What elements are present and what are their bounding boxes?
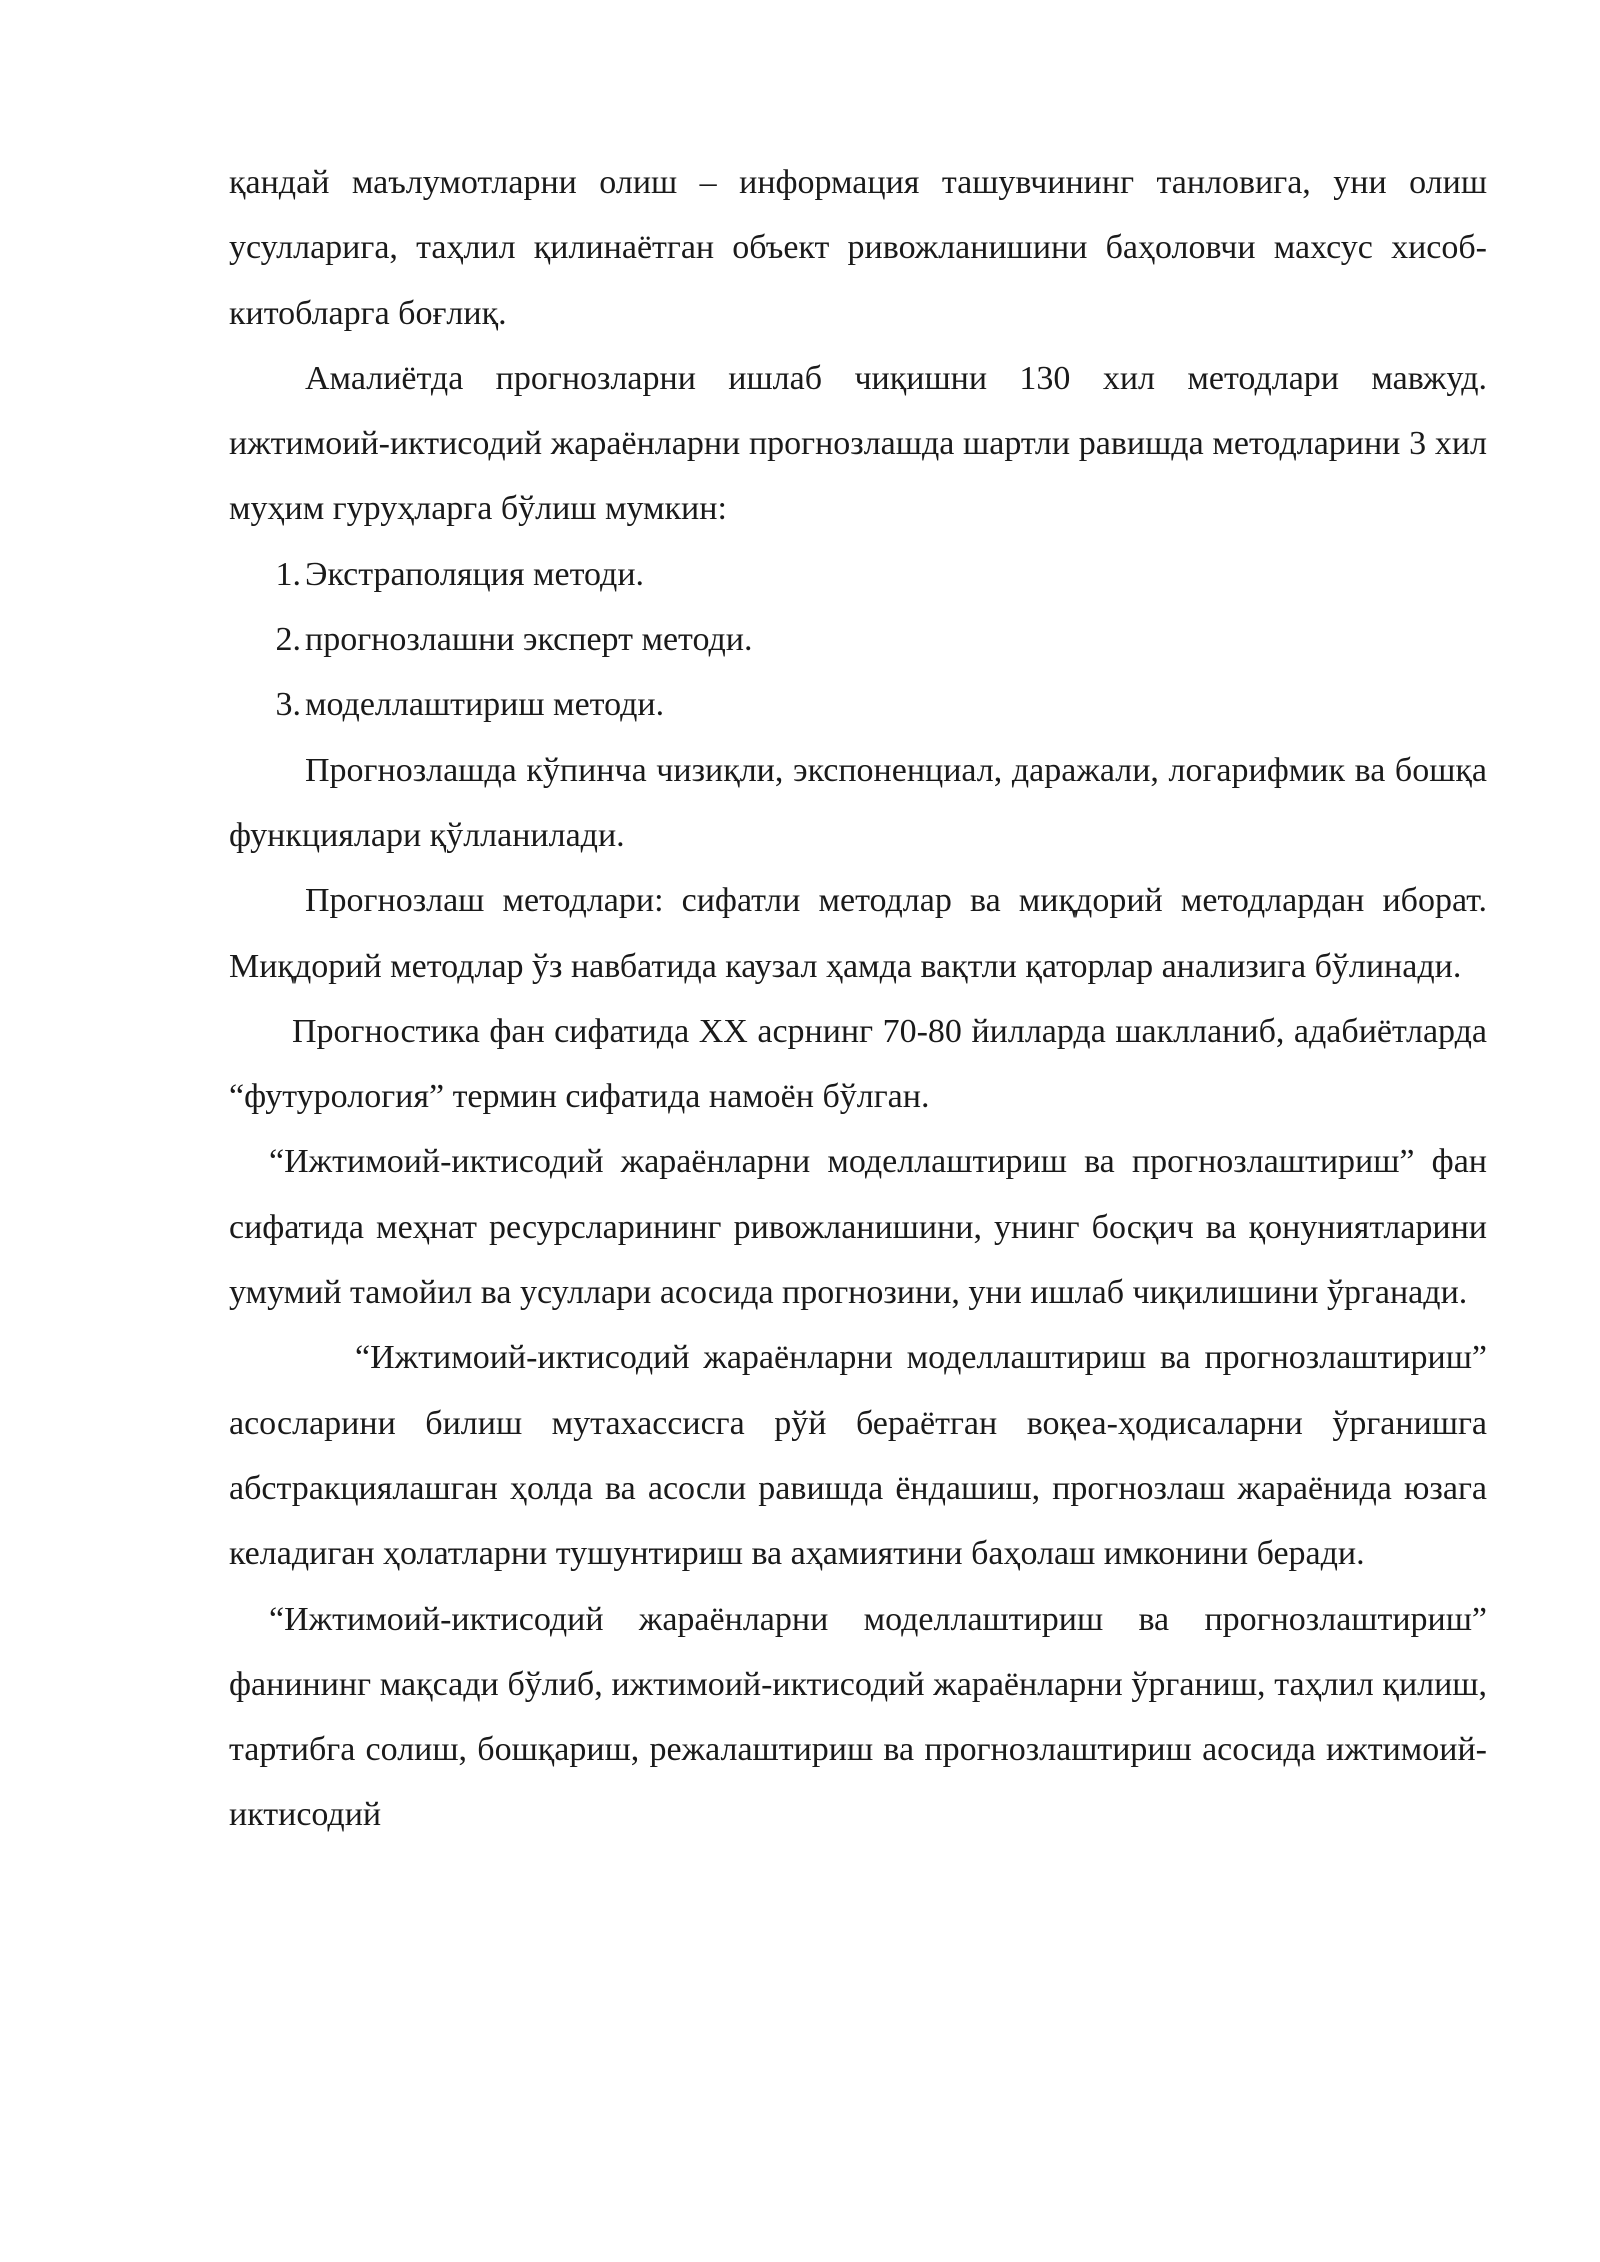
list-item	[275, 542, 1487, 607]
list-item-text: прогнозлашни эксперт методи.	[305, 621, 753, 659]
paragraph-subject-1: “Ижтимоий-иктисодий жараёнларни моделлаштириш ва прогнозлаштириш” фан сифатида меҳнат ресурсларининг ривожланишини, унинг босқич ва қонуниятларини умумий тамойил ва усуллари асосида прогнозини, уни ишлаб чиқилишини ўрганади.	[229, 1143, 1487, 1312]
paragraph-intro: қандай маълумотларни олиш – информация ташувчининг танловига, уни олиш усулларига, таҳлил қилинаётган объект ривожланишини баҳоловчи махсус хисоб-китобларга боғлиқ.	[229, 164, 1487, 332]
list-item-number: 2.	[275, 621, 301, 659]
paragraph-prognostics: Прогностика фан сифатида XX асрнинг 70-80 йилларда шаклланиб, адабиётларда “футурология” термин сифатида намоён бўлган.	[229, 1012, 1487, 1116]
document-page	[229, 150, 1487, 1848]
paragraph-forecast-methods: Прогнозлаш методлари: сифатли методлар ва миқдорий методлардан иборат. Миқдорий методлар ўз навбатида каузал ҳамда вақтли қаторлар анализига бўлинади.	[229, 882, 1487, 985]
list-item-number: 1.	[275, 555, 301, 593]
paragraph-subject-3: “Ижтимоий-иктисодий жараёнларни моделлаштириш ва прогнозлаштириш” фанининг мақсади бўлиб, ижтимоий-иктисодий жараёнларни ўрганиш, таҳлил қилиш, тартибга солиш, бошқариш, режалаштириш ва прогнозлаштириш асосида ижтимоий-иктисодий	[229, 1600, 1487, 1834]
list-item-number: 3.	[275, 686, 301, 724]
paragraph-methods-count: Амалиётда прогнозларни ишлаб чиқишни 130 хил методлари мавжуд. ижтимоий-иктисодий жараёнларни прогнозлашда шартли равишда методларини 3 хил муҳим гуруҳларга бўлиш мумкин:	[229, 359, 1487, 528]
list-item-text: моделлаштириш методи.	[305, 686, 665, 724]
list-item-text: Экстраполяция методи.	[305, 555, 645, 593]
list-item	[275, 672, 1487, 737]
methods-list	[229, 542, 1487, 738]
paragraph-functions: Прогнозлашда кўпинча чизиқли, экспоненциал, даражали, логарифмик ва бошқа функциялари қўлланилади.	[229, 751, 1487, 854]
list-item	[275, 607, 1487, 672]
paragraph-subject-2: “Ижтимоий-иктисодий жараёнларни моделлаштириш ва прогнозлаштириш” асосларини билиш мутахассисга рўй бераётган воқеа-ҳодисаларни ўрганишга абстракциялашган ҳолда ва асосли равишда ёндашиш, прогнозлаш жараёнида юзага келадиган ҳолатларни тушунтириш ва аҳамиятини баҳолаш имконини беради.	[229, 1339, 1487, 1573]
